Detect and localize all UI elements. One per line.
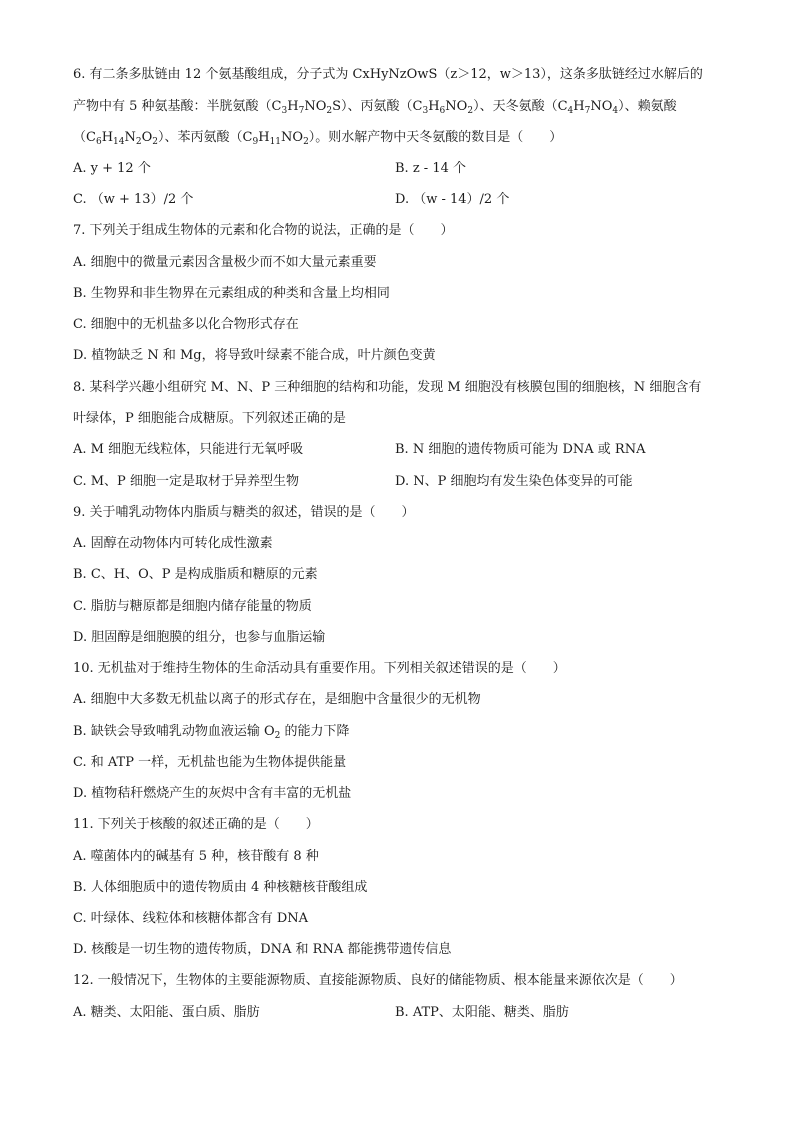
question-7-option-d: D. 植物缺乏 N 和 Mg，将导致叶绿素不能合成，叶片颜色变黄 (73, 348, 436, 363)
chemical-formula: $O_2$ (263, 724, 281, 741)
question-10-option-b: B. 缺铁会导致哺乳动物血液运输 $O_2$ 的能力下降 (73, 724, 350, 741)
question-6-option-b: B. z - 14 个 (395, 161, 466, 176)
question-8-stem-line-2: 叶绿体，P 细胞能合成糖原。下列叙述正确的是 (73, 411, 346, 426)
question-8-option-c: C. M、P 细胞一定是取材于异养型生物 (73, 474, 299, 489)
question-11-option-b: B. 人体细胞质中的遗传物质由 4 种核糖核苷酸组成 (73, 880, 368, 895)
chemical-formula: $C_4H_7NO_4$ (557, 99, 619, 116)
question-9-option-c: C. 脂肪与糖原都是细胞内储存能量的物质 (73, 599, 312, 614)
question-6-option-c: C. （w + 13）/2 个 (73, 192, 194, 207)
question-7-option-c: C. 细胞中的无机盐多以化合物形式存在 (73, 317, 299, 332)
question-12-option-a: A. 糖类、太阳能、蛋白质、脂肪 (73, 1005, 260, 1020)
question-12-stem: 12. 一般情况下，生物体的主要能源物质、直接能源物质、良好的储能物质、根本能量来源依次是（ ） (73, 973, 683, 988)
question-9-stem: 9. 关于哺乳动物体内脂质与糖类的叙述，错误的是（ ） (73, 505, 415, 520)
question-11-option-a: A. 噬菌体内的碱基有 5 种，核苷酸有 8 种 (73, 849, 319, 864)
question-9-option-d: D. 胆固醇是细胞膜的组分，也参与血脂运输 (73, 630, 326, 645)
question-6-stem-line-3: $(C_6H_{14}N_2O_2)$、苯丙氨酸$(C_9H_{11}NO_2)$。则水解产物中天冬氨酸的数目是（ ） (73, 130, 563, 147)
question-11-option-d: D. 核酸是一切生物的遗传物质，DNA 和 RNA 都能携带遗传信息 (73, 942, 452, 957)
chemical-formula: $C_3H_6NO_2$ (412, 99, 474, 116)
question-10-stem: 10. 无机盐对于维持生物体的生命活动具有重要作用。下列相关叙述错误的是（ ） (73, 661, 566, 676)
question-10-option-c: C. 和 ATP 一样，无机盐也能为生物体提供能量 (73, 755, 347, 770)
question-7-stem: 7. 下列关于组成生物体的元素和化合物的说法，正确的是（ ） (73, 223, 454, 238)
question-10-option-d: D. 植物秸秆燃烧产生的灰烬中含有丰富的无机盐 (73, 786, 352, 801)
question-6-stem-line-1: 6. 有二条多肽链由 12 个氨基酸组成，分子式为 CxHyNzOwS（z＞12，w＞13），这条多肽链经过水解后的 (73, 67, 703, 82)
question-8-stem-line-1: 8. 某科学兴趣小组研究 M、N、P 三种细胞的结构和功能，发现 M 细胞没有核膜包围的细胞核，N 细胞含有 (73, 380, 702, 395)
question-8-option-d: D. N、P 细胞均有发生染色体变异的可能 (395, 474, 633, 489)
question-6-stem-line-2: 产物中有 5 种氨基酸：半胱氨酸$(C_3H_7NO_2S)$、丙氨酸$(C_3H_6NO_2)$、天冬氨酸$(C_4H_7NO_4)$、赖氨酸 (73, 99, 677, 116)
chemical-formula: $C_6H_{14}N_2O_2$ (86, 130, 159, 147)
question-9-option-b: B. C、H、O、P 是构成脂质和糖原的元素 (73, 567, 318, 582)
chemical-formula: $C_9H_{11}NO_2$ (242, 130, 309, 147)
question-8-option-b: B. N 细胞的遗传物质可能为 DNA 或 RNA (395, 442, 646, 457)
question-12-option-b: B. ATP、太阳能、糖类、脂肪 (395, 1005, 569, 1020)
question-11-stem: 11. 下列关于核酸的叙述正确的是（ ） (73, 817, 319, 832)
question-8-option-a: A. M 细胞无线粒体，只能进行无氧呼吸 (73, 442, 304, 457)
question-11-option-c: C. 叶绿体、线粒体和核糖体都含有 DNA (73, 911, 309, 926)
chemical-formula: $C_3H_7NO_2S$ (271, 99, 341, 116)
question-6-option-d: D. （w - 14）/2 个 (395, 192, 510, 207)
question-7-option-a: A. 细胞中的微量元素因含量极少而不如大量元素重要 (73, 255, 377, 270)
question-10-option-a: A. 细胞中大多数无机盐以离子的形式存在，是细胞中含量很少的无机物 (73, 692, 481, 707)
question-6-option-a: A. y + 12 个 (73, 161, 151, 176)
question-7-option-b: B. 生物界和非生物界在元素组成的种类和含量上均相同 (73, 286, 390, 301)
question-9-option-a: A. 固醇在动物体内可转化成性激素 (73, 536, 273, 551)
